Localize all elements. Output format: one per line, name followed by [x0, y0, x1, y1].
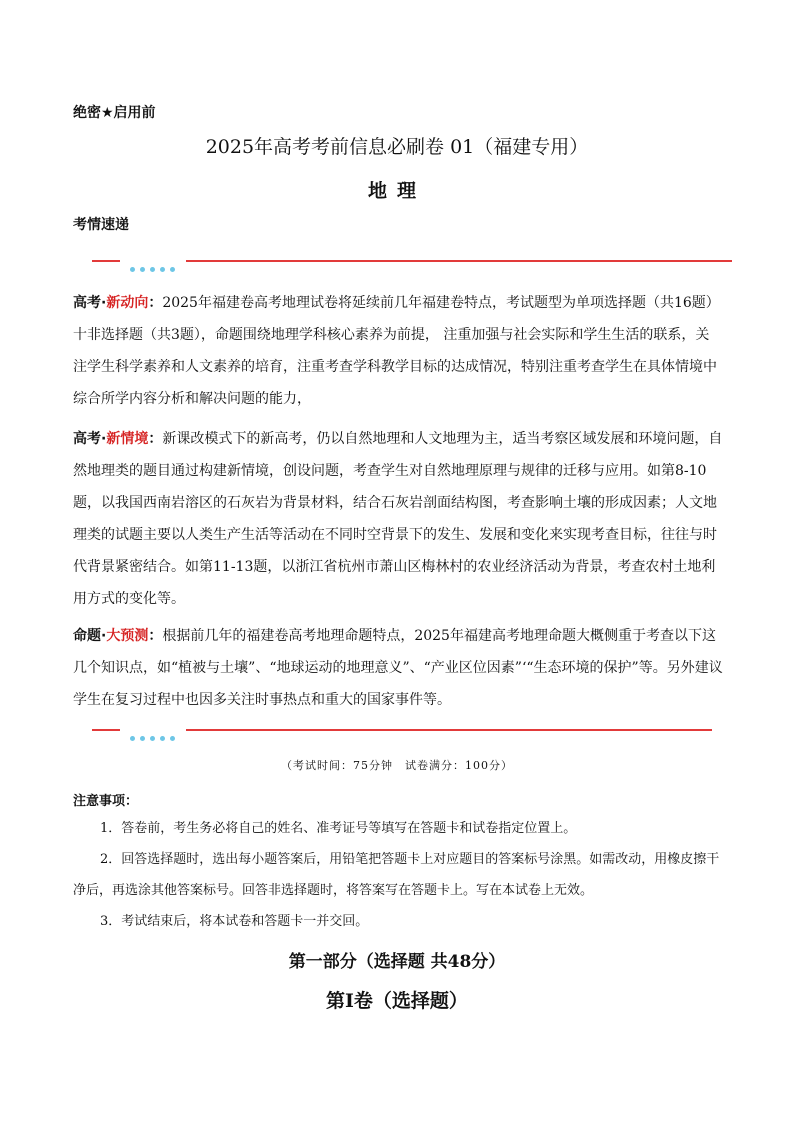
briefing-section-new-trend	[73, 287, 723, 415]
divider-right-line	[186, 260, 732, 262]
section-label-suffix: ：	[148, 431, 163, 447]
section-label-prefix: 命题·	[73, 628, 107, 644]
briefing-section-prediction	[73, 620, 723, 716]
divider-dots	[130, 726, 182, 734]
notice-list	[73, 813, 723, 937]
notice-item: 2．回答选择题时，选出每小题答案后，用铅笔把答题卡上对应题目的答案标号涂黑。如需改动，用橡皮擦干净后，再选涂其他答案标号。回答非选择题时，将答案写在答题卡上。写在本试卷上无效。	[73, 852, 720, 898]
part-title: 第一部分（选择题 共48分）	[288, 952, 506, 972]
section-label-prefix: 高考·	[73, 431, 107, 447]
notice-item: 1．答卷前，考生务必将自己的姓名、准考证号等填写在答题卡和试卷指定位置上。	[100, 821, 577, 836]
notice-heading: 注意事项：	[73, 794, 139, 809]
section-label-suffix: ：	[148, 295, 163, 311]
section-text: 2025年福建卷高考地理试卷将延续前几年福建卷特点，考试题型为单项选择题（共16题）十非选择题（共3题），命题围绕地理学科核心素养为前提， 注重加强与社会实际和学生生活的联系，关注学生科学素养和人文素养的培育，注重考查学科教学目标的达成情况，特别注重考查学生在具体情境中综合所学内容分析和解决问题的能力，	[73, 295, 720, 407]
briefing-section-new-context	[73, 423, 723, 615]
section-label-highlight: 大预测	[106, 628, 149, 644]
section-label-highlight: 新情境	[106, 431, 149, 447]
divider-right-line	[186, 729, 712, 731]
notice-item: 3．考试结束后，将本试卷和答题卡一并交回。	[100, 914, 369, 929]
divider-top	[92, 257, 732, 265]
divider-bottom	[92, 726, 712, 734]
divider-left-line	[92, 260, 120, 262]
exam-title: 2025年高考考前信息必刷卷 01（福建专用）	[205, 136, 589, 158]
briefing-heading: 考情速递	[73, 217, 129, 233]
section-text: 根据前几年的福建卷高考地理命题特点，2025年福建高考地理命题大概侧重于考查以下这几个知识点，如“植被与土壤”、“地球运动的地理意义”、“产业区位因素”‘“生态环境的保护”等。另外建议学生在复习过程中也因多关注时事热点和重大的国家事件等。	[73, 628, 723, 708]
exam-time-score: （考试时间：75分钟 试卷满分：100分）	[281, 759, 513, 772]
section-label-suffix: ：	[148, 628, 163, 644]
subject-title: 地理	[367, 180, 426, 202]
divider-left-line	[92, 729, 120, 731]
divider-dots	[130, 257, 182, 265]
section-label-prefix: 高考·	[73, 295, 107, 311]
section-label-highlight: 新动向	[106, 295, 149, 311]
section-text: 新课改模式下的新高考，仍以自然地理和人文地理为主，适当考察区域发展和环境问题，自然地理类的题目通过构建新情境，创设问题，考查学生对自然地理原理与规律的迁移与应用。如第8-10题，以我国西南岩溶区的石灰岩为背景材料，结合石灰岩剖面结构图，考查影响土壤的形成因素；人文地理类的试题主要以人类生产生活等活动在不同时空背景下的发生、发展和变化来实现考查目标，往往与时代背景紧密结合。如第11-13题，以浙江省杭州市萧山区梅林村的农业经济活动为背景，考查农村土地利用方式的变化等。	[73, 431, 723, 607]
volume-title: 第Ⅰ卷（选择题）	[326, 990, 468, 1012]
confidential-mark: 绝密★启用前	[73, 105, 156, 121]
